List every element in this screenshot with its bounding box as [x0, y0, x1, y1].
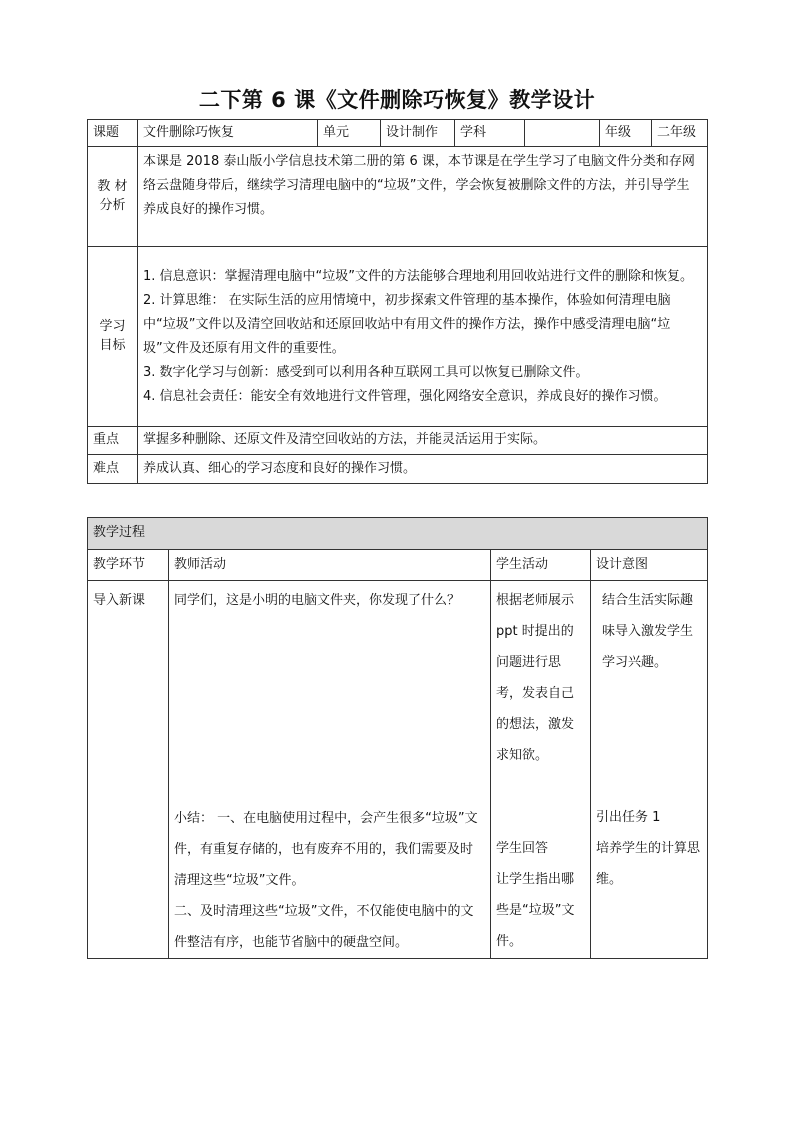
stage-cell: 导入新课 — [88, 581, 169, 959]
topic-label: 课题 — [88, 120, 138, 147]
column-student: 学生活动 — [491, 550, 591, 581]
topic-row — [88, 120, 708, 147]
student-activity-gap — [496, 771, 585, 833]
goal-item: 2. 计算思维： 在实际生活的应用情境中，初步探索文件管理的基本操作，体验如何清理电脑中“垃圾”文件以及清空回收站和还原回收站中有用文件的操作方法，操作中感受清理电脑“垃圾”文件及还原有用文件的重要性。 — [143, 292, 671, 356]
grade-label: 年级 — [600, 120, 652, 147]
teacher-activity-cell — [169, 581, 491, 959]
teacher-activity-question: 同学们，这是小明的电脑文件夹，你发现了什么？ — [174, 593, 461, 608]
grade-value: 二年级 — [652, 120, 708, 147]
column-stage: 教学环节 — [88, 550, 169, 581]
goals-label — [88, 247, 138, 427]
process-header: 教学过程 — [88, 518, 708, 550]
key-point-row — [88, 427, 708, 455]
column-intent: 设计意图 — [591, 550, 708, 581]
goals-label-line2: 目标 — [99, 337, 126, 353]
page-title: 二下第 6 课《文件删除巧恢复》教学设计 — [198, 88, 596, 112]
key-point-text: 掌握多种删除、还原文件及清空回收站的方法，并能灵活运用于实际。 — [138, 427, 708, 455]
student-activity-cell — [491, 581, 591, 959]
unit-value: 设计制作 — [381, 120, 455, 147]
process-columns-row — [88, 550, 708, 581]
unit-label: 单元 — [318, 120, 381, 147]
teacher-activity-gap — [174, 616, 485, 803]
goals-text — [138, 247, 708, 427]
analysis-text: 本课是 2018 泰山版小学信息技术第二册的第 6 课，本节课是在学生学习了电脑文件分类和存网络云盘随身带后，继续学习清理电脑中的“垃圾”文件，学会恢复被删除文件的方法，并引导学生养成良好的操作习惯。 — [138, 147, 708, 247]
teacher-activity-summary: 小结： 一、在电脑使用过程中，会产生很多“垃圾”文件，有重复存储的，也有废弃不用的，我们需要及时清理这些“垃圾”文件。 — [174, 811, 478, 888]
design-intent-task: 引出任务 1 — [596, 810, 661, 825]
design-intent-interest: 结合生活实际趣味导入激发学生学习兴趣。 — [602, 593, 694, 670]
column-teacher: 教师活动 — [169, 550, 491, 581]
student-activity-point: 让学生指出哪些是“垃圾”文件。 — [496, 872, 575, 949]
analysis-label-line2: 分析 — [99, 197, 126, 213]
design-intent-gap — [596, 678, 702, 802]
goals-label-line1: 学习 — [99, 319, 126, 335]
process-header-row — [88, 518, 708, 550]
teacher-activity-summary-2: 二、及时清理这些“垃圾”文件，不仅能使电脑中的文件整洁有序，也能节省脑中的硬盘空间。 — [174, 904, 474, 950]
goal-item: 4. 信息社会责任：能安全有效地进行文件管理，强化网络安全意识，养成良好的操作习惯。 — [143, 388, 667, 404]
design-intent-cell — [591, 581, 708, 959]
analysis-label — [88, 147, 138, 247]
teaching-process-table — [87, 517, 708, 959]
process-row-intro — [88, 581, 708, 959]
goal-item: 3. 数字化学习与创新：感受到可以利用各种互联网工具可以恢复已删除文件。 — [143, 364, 589, 380]
student-activity-answer: 学生回答 — [496, 841, 549, 856]
difficulty-text: 养成认真、细心的学习态度和良好的操作习惯。 — [138, 455, 708, 484]
analysis-row — [88, 147, 708, 247]
lesson-info-table — [87, 119, 708, 484]
goals-row — [88, 247, 708, 427]
topic-value: 文件删除巧恢复 — [138, 120, 318, 147]
analysis-label-line1: 教 材 — [97, 179, 128, 195]
design-intent-thinking: 培养学生的计算思维。 — [596, 841, 701, 887]
difficulty-label: 难点 — [88, 455, 138, 484]
goal-item: 1. 信息意识：掌握清理电脑中“垃圾”文件的方法能够合理地利用回收站进行文件的删除和恢复。 — [143, 268, 694, 284]
subject-value — [525, 120, 600, 147]
key-point-label: 重点 — [88, 427, 138, 455]
difficulty-row — [88, 455, 708, 484]
subject-label: 学科 — [455, 120, 525, 147]
student-activity-think: 根据老师展示 ppt 时提出的问题进行思考，发表自己的想法，激发求知欲。 — [496, 593, 575, 763]
